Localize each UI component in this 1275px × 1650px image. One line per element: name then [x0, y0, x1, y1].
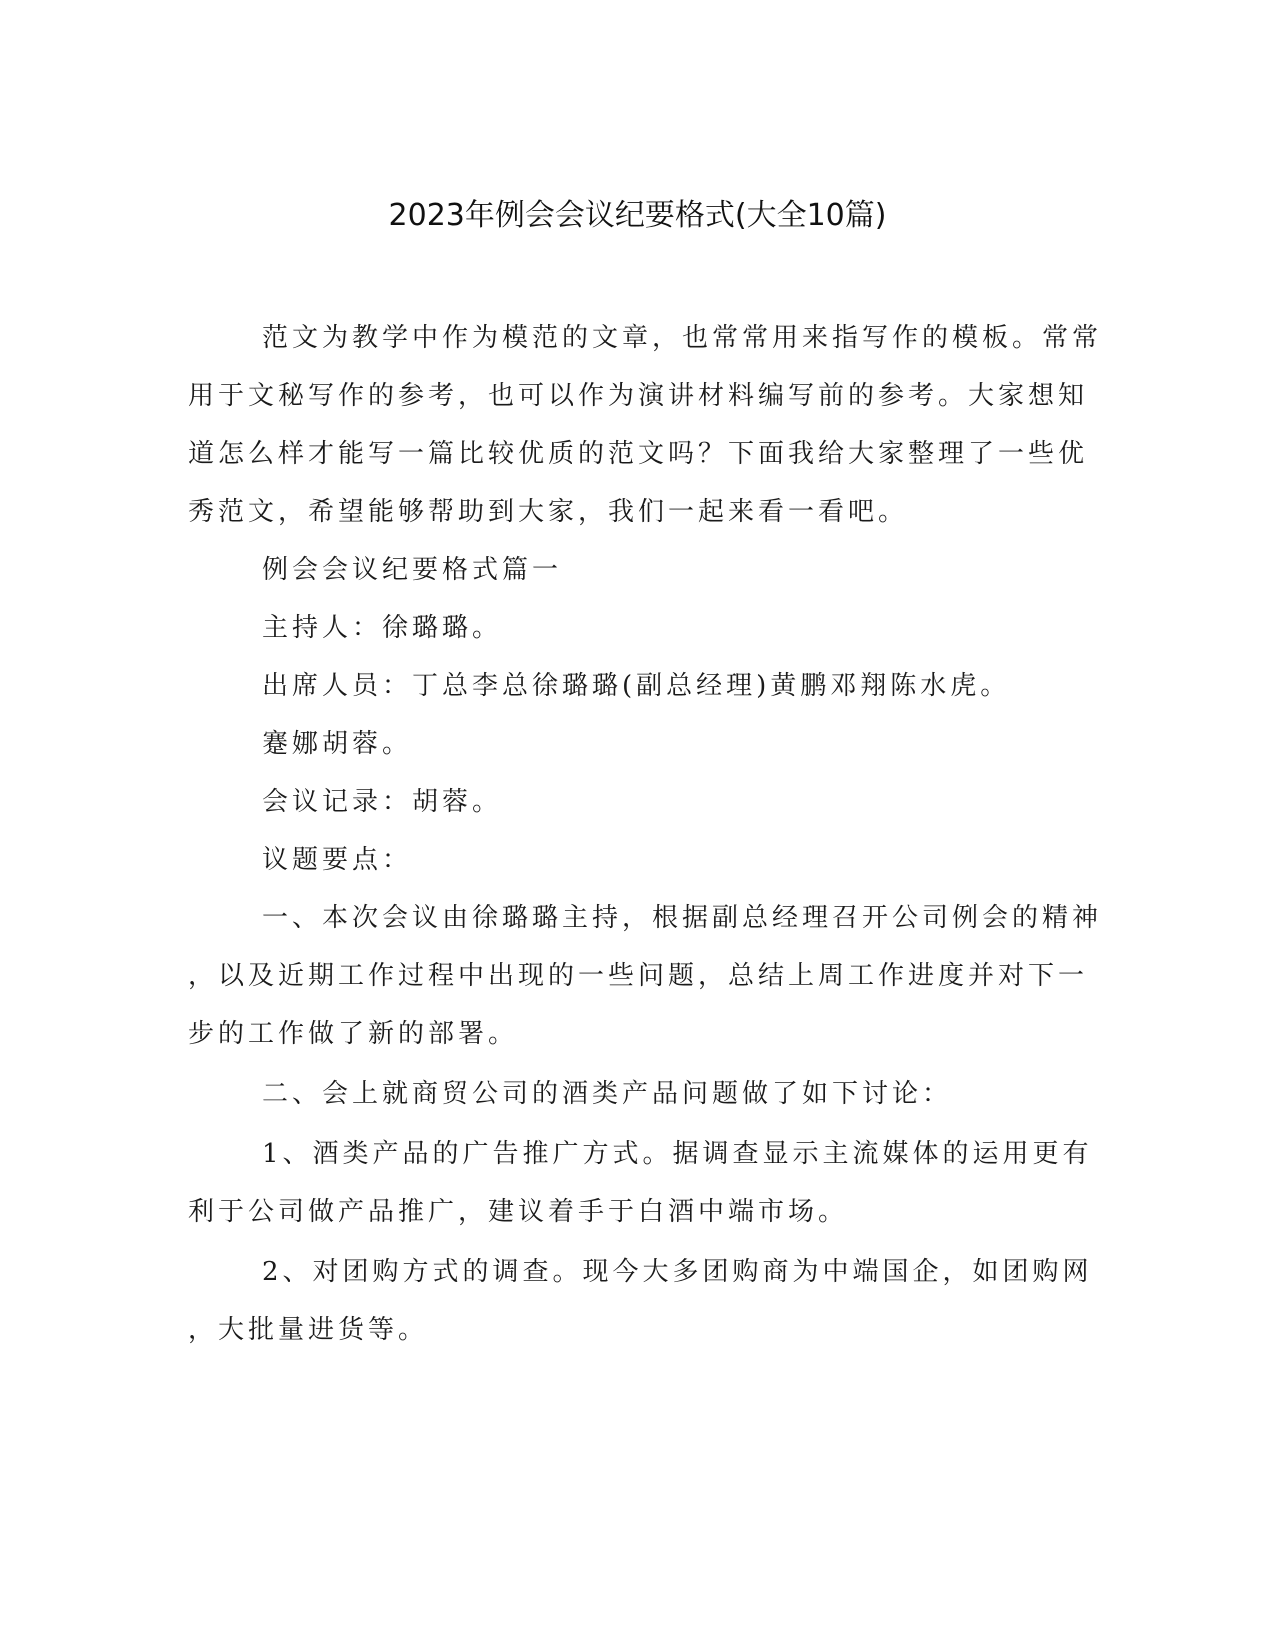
item2-line-1: 2、对团购方式的调查。现今大多团购商为中端国企，如团购网	[262, 1257, 1093, 1287]
recorder-line: 会议记录：胡蓉。	[262, 787, 503, 817]
attendees-cont-line: 蹇娜胡蓉。	[262, 729, 413, 759]
attendees-line: 出席人员：丁总李总徐璐璐(副总经理)黄鹏邓翔陈水虎。	[262, 671, 1011, 701]
point1-line-2: ，以及近期工作过程中出现的一些问题，总结上周工作进度并对下一	[188, 961, 1089, 991]
point1-line-1: 一、本次会议由徐璐璐主持，根据副总经理召开公司例会的精神	[262, 903, 1103, 933]
item1-line-1: 1、酒类产品的广告推广方式。据调查显示主流媒体的运用更有	[262, 1139, 1093, 1169]
section-heading: 例会会议纪要格式篇一	[262, 555, 563, 585]
intro-line-4: 秀范文，希望能够帮助到大家，我们一起来看一看吧。	[188, 497, 909, 527]
intro-line-1: 范文为教学中作为模范的文章，也常常用来指写作的模板。常常	[262, 323, 1103, 353]
intro-line-3: 道怎么样才能写一篇比较优质的范文吗？下面我给大家整理了一些优	[188, 439, 1089, 469]
point2-line: 二、会上就商贸公司的酒类产品问题做了如下讨论：	[262, 1079, 953, 1109]
intro-line-2: 用于文秘写作的参考，也可以作为演讲材料编写前的参考。大家想知	[188, 381, 1089, 411]
agenda-heading: 议题要点：	[262, 845, 413, 875]
point1-line-3: 步的工作做了新的部署。	[188, 1019, 519, 1049]
item1-line-2: 利于公司做产品推广，建议着手于白酒中端市场。	[188, 1197, 849, 1227]
host-line: 主持人：徐璐璐。	[262, 613, 503, 643]
item2-line-2: ，大批量进货等。	[188, 1315, 429, 1345]
document-title: 2023年例会会议纪要格式(大全10篇)	[388, 198, 887, 233]
